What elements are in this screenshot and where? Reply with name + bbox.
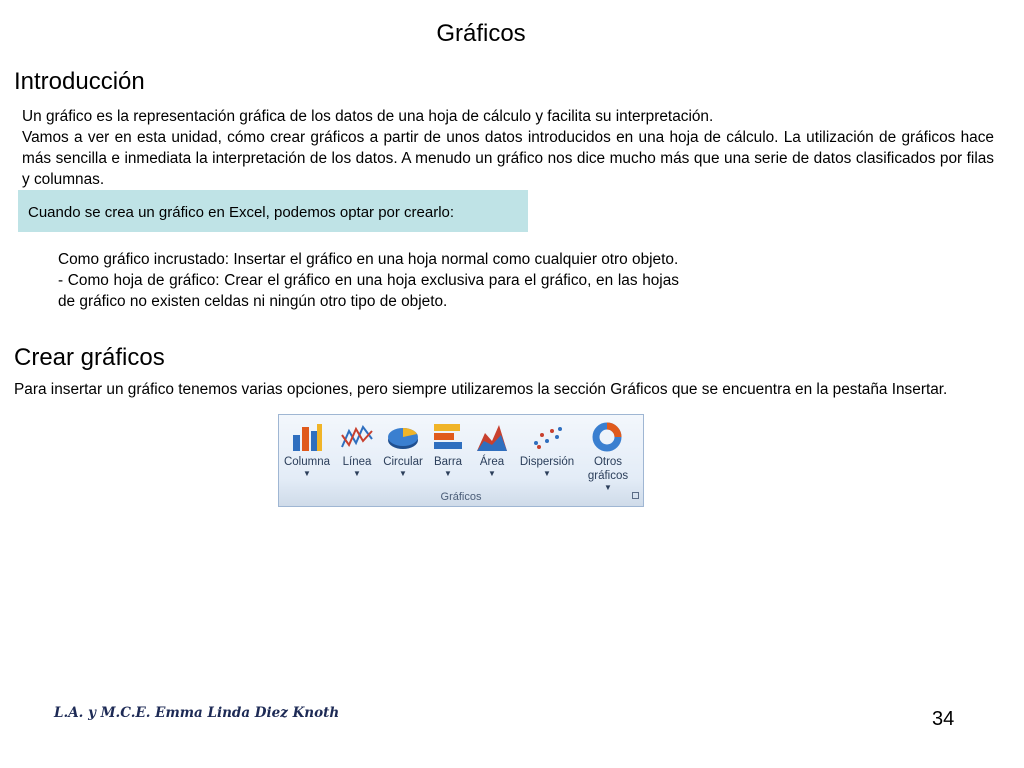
- doughnut-chart-icon: [591, 421, 625, 453]
- footer-author: L.A. y M.C.E. Emma Linda Diez Knoth: [54, 705, 340, 721]
- ribbon-button-label: Dispersión: [519, 456, 575, 468]
- callout-box: Cuando se crea un gráfico en Excel, podemos optar por crearlo:: [18, 190, 528, 232]
- ribbon-button-line[interactable]: [335, 421, 379, 479]
- ribbon-button-label: Circular: [383, 456, 423, 468]
- ribbon-button-pie[interactable]: [379, 421, 427, 479]
- bar-chart-icon: [431, 421, 465, 453]
- chevron-down-icon: ▼: [303, 469, 311, 478]
- chevron-down-icon: ▼: [488, 469, 496, 478]
- ribbon-button-area[interactable]: [471, 421, 513, 479]
- chart-options-text: Como gráfico incrustado: Insertar el gráfico en una hoja normal como cualquier otro objeto. - Como hoja de gráfico: Crear el gráfico en una hoja exclusiva para el gráfico, en las hojas de gráfico no existen celdas ni ningún otro tipo de objeto.: [58, 251, 679, 310]
- create-paragraph: Para insertar un gráfico tenemos varias opciones, pero siempre utilizaremos la sección Gráficos que se encuentra en la pestaña Insertar.: [14, 381, 948, 398]
- ribbon-button-label: Otros gráficos: [587, 456, 629, 482]
- ribbon-button-label: Barra: [433, 456, 463, 468]
- ribbon-button-label: Área: [479, 456, 505, 468]
- intro-paragraph: Un gráfico es la representación gráfica de los datos de una hoja de cálculo y facilita su interpretación. Vamos a ver en esta unidad, cómo crear gráficos a partir de unos datos introducidos en una hoja de cálculo. La utilización de gráficos hace más sencilla e inmediata la interpretación de los datos. A menudo un gráfico nos dice mucho más que una serie de datos clasificados por filas y columnas.: [22, 108, 994, 188]
- chevron-down-icon: ▼: [604, 483, 612, 492]
- dialog-launcher-icon[interactable]: [632, 492, 639, 499]
- ribbon-button-label: Línea: [342, 456, 372, 468]
- ribbon-button-label: Columna: [283, 456, 331, 468]
- chevron-down-icon: ▼: [353, 469, 361, 478]
- column-chart-icon: [290, 421, 324, 453]
- slide-title: Gráficos: [436, 20, 526, 47]
- scatter-chart-icon: [530, 421, 564, 453]
- chevron-down-icon: ▼: [444, 469, 452, 478]
- ribbon-button-scatter[interactable]: [515, 421, 579, 479]
- chevron-down-icon: ▼: [399, 469, 407, 478]
- chevron-down-icon: ▼: [543, 469, 551, 478]
- area-chart-icon: [475, 421, 509, 453]
- line-chart-icon: [340, 421, 374, 453]
- ribbon-button-other-charts[interactable]: [579, 421, 637, 493]
- ribbon-charts-group: [278, 414, 644, 507]
- create-heading: Crear gráficos: [14, 344, 165, 371]
- intro-heading: Introducción: [14, 68, 145, 95]
- pie-chart-icon: [386, 421, 420, 453]
- ribbon-button-bar[interactable]: [427, 421, 469, 479]
- ribbon-button-column[interactable]: [281, 421, 333, 479]
- ribbon-group-label: Gráficos: [440, 491, 482, 503]
- page-number: 34: [932, 708, 955, 730]
